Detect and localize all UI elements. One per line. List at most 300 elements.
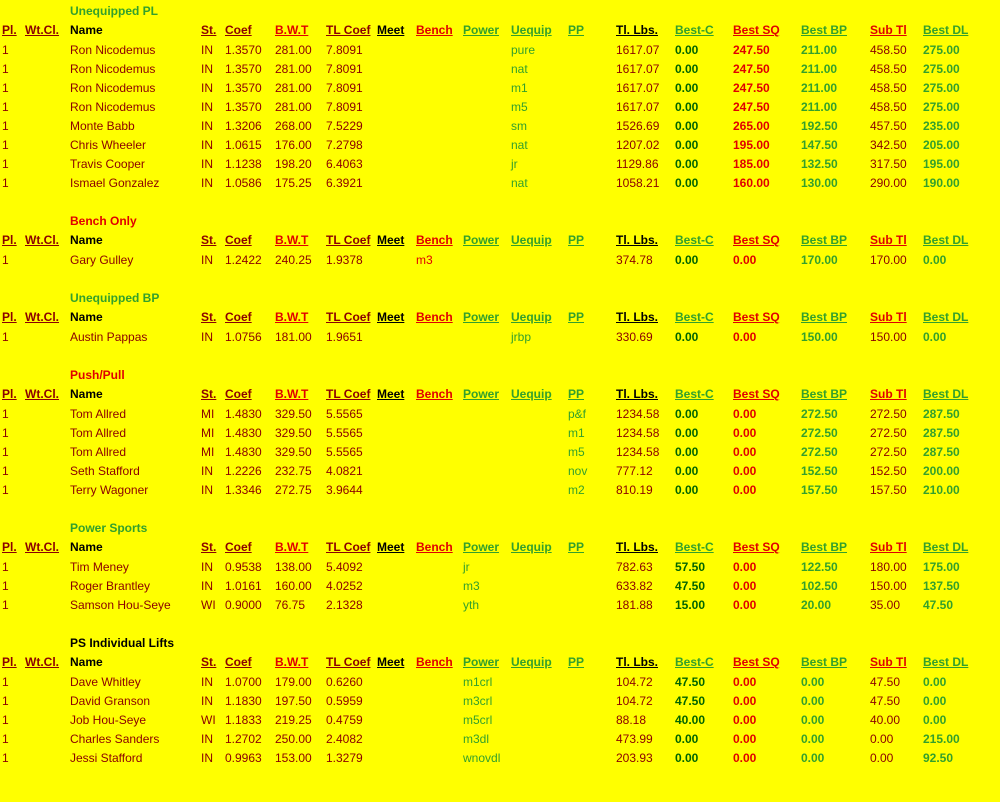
table-row [0, 673, 1000, 692]
cell-pl: 1 [2, 119, 9, 133]
cell-bestc: 0.00 [675, 100, 699, 114]
cell-tl: 374.78 [616, 253, 653, 267]
cell-name: Ismael Gonzalez [70, 176, 160, 190]
cell-bestsq: 0.00 [733, 426, 757, 440]
column-header-bestdl: Best DL [923, 233, 969, 247]
column-header-tl: Tl. Lbs. [616, 655, 658, 669]
column-header-bwt: B.W.T [275, 23, 309, 37]
column-header-st: St. [201, 233, 217, 247]
cell-bwt: 138.00 [275, 560, 312, 574]
header-row [0, 385, 1000, 404]
cell-coef: 1.1833 [225, 713, 262, 727]
cell-st: IN [201, 579, 213, 593]
column-header-tl: Tl. Lbs. [616, 540, 658, 554]
cell-division: m5 [568, 445, 585, 459]
cell-tlcoef: 1.9378 [326, 253, 363, 267]
cell-bestbp: 211.00 [801, 100, 838, 114]
cell-pl: 1 [2, 138, 9, 152]
cell-bwt: 232.75 [275, 464, 312, 478]
cell-division: m5 [511, 100, 528, 114]
cell-coef: 1.2226 [225, 464, 262, 478]
cell-name: Ron Nicodemus [70, 100, 156, 114]
cell-division: jr [463, 560, 470, 574]
cell-tl: 1617.07 [616, 81, 660, 95]
cell-bestdl: 275.00 [923, 100, 960, 114]
cell-coef: 0.9000 [225, 598, 262, 612]
column-header-wt: Wt.Cl. [25, 23, 59, 37]
column-header-wt: Wt.Cl. [25, 655, 59, 669]
cell-tl: 1207.02 [616, 138, 660, 152]
column-header-st: St. [201, 387, 217, 401]
cell-coef: 1.3206 [225, 119, 262, 133]
column-header-pl: Pl. [2, 655, 17, 669]
cell-pl: 1 [2, 675, 9, 689]
cell-tlcoef: 7.8091 [326, 81, 363, 95]
cell-bestsq: 265.00 [733, 119, 770, 133]
cell-bestbp: 211.00 [801, 81, 838, 95]
cell-bwt: 329.50 [275, 407, 312, 421]
cell-coef: 1.3570 [225, 81, 262, 95]
cell-bestbp: 272.50 [801, 426, 838, 440]
cell-subtl: 170.00 [870, 253, 907, 267]
column-header-bench: Bench [416, 233, 453, 247]
cell-subtl: 0.00 [870, 751, 894, 765]
cell-tlcoef: 7.5229 [326, 119, 363, 133]
column-header-bestdl: Best DL [923, 23, 969, 37]
column-header-bestdl: Best DL [923, 540, 969, 554]
column-header-wt: Wt.Cl. [25, 233, 59, 247]
cell-division: m3dl [463, 732, 490, 746]
cell-coef: 1.0586 [225, 176, 262, 190]
cell-bestc: 57.50 [675, 560, 706, 574]
cell-tlcoef: 5.5565 [326, 426, 363, 440]
cell-tl: 473.99 [616, 732, 653, 746]
cell-st: IN [201, 330, 213, 344]
cell-bestc: 0.00 [675, 253, 699, 267]
cell-bestdl: 275.00 [923, 81, 960, 95]
cell-st: IN [201, 157, 213, 171]
column-header-tl: Tl. Lbs. [616, 233, 658, 247]
table-row [0, 711, 1000, 730]
cell-st: IN [201, 732, 213, 746]
cell-coef: 1.2702 [225, 732, 262, 746]
column-header-power: Power [463, 655, 500, 669]
column-header-name: Name [70, 387, 103, 401]
column-header-pl: Pl. [2, 310, 17, 324]
cell-bestbp: 147.50 [801, 138, 838, 152]
column-header-power: Power [463, 23, 500, 37]
column-header-bestbp: Best BP [801, 655, 848, 669]
cell-subtl: 40.00 [870, 713, 901, 727]
cell-division: m3 [416, 253, 433, 267]
cell-name: Monte Babb [70, 119, 135, 133]
table-row [0, 136, 1000, 155]
cell-bestsq: 0.00 [733, 330, 757, 344]
column-header-pp: PP [568, 387, 585, 401]
cell-coef: 1.4830 [225, 445, 262, 459]
cell-division: m3crl [463, 694, 493, 708]
cell-name: Tom Allred [70, 407, 127, 421]
cell-name: Jessi Stafford [70, 751, 143, 765]
cell-tlcoef: 5.4092 [326, 560, 363, 574]
column-header-uequip: Uequip [511, 310, 552, 324]
table-row [0, 117, 1000, 136]
cell-bestc: 0.00 [675, 407, 699, 421]
cell-tlcoef: 1.3279 [326, 751, 363, 765]
column-header-st: St. [201, 23, 217, 37]
column-header-power: Power [463, 310, 500, 324]
table-row [0, 577, 1000, 596]
cell-division: nat [511, 138, 528, 152]
cell-bestsq: 0.00 [733, 445, 757, 459]
table-row [0, 749, 1000, 768]
cell-st: IN [201, 675, 213, 689]
cell-name: Austin Pappas [70, 330, 148, 344]
cell-pl: 1 [2, 62, 9, 76]
cell-tlcoef: 6.3921 [326, 176, 363, 190]
cell-st: IN [201, 81, 213, 95]
column-header-power: Power [463, 540, 500, 554]
cell-pl: 1 [2, 560, 9, 574]
cell-division: p&f [568, 407, 587, 421]
cell-bestdl: 287.50 [923, 407, 960, 421]
table-row [0, 328, 1000, 347]
cell-subtl: 157.50 [870, 483, 907, 497]
column-header-bench: Bench [416, 310, 453, 324]
column-header-tlcoef: TL Coef [326, 387, 371, 401]
table-row [0, 41, 1000, 60]
cell-tlcoef: 0.5959 [326, 694, 363, 708]
column-header-pp: PP [568, 655, 585, 669]
cell-bestbp: 272.50 [801, 407, 838, 421]
cell-pl: 1 [2, 330, 9, 344]
cell-bestsq: 0.00 [733, 751, 757, 765]
column-header-name: Name [70, 655, 103, 669]
column-header-bestsq: Best SQ [733, 540, 780, 554]
cell-subtl: 458.50 [870, 100, 907, 114]
cell-tl: 88.18 [616, 713, 647, 727]
cell-bwt: 160.00 [275, 579, 312, 593]
table-row [0, 443, 1000, 462]
cell-bwt: 250.00 [275, 732, 312, 746]
column-header-uequip: Uequip [511, 23, 552, 37]
cell-tlcoef: 0.4759 [326, 713, 363, 727]
cell-bestbp: 272.50 [801, 445, 838, 459]
cell-tlcoef: 7.8091 [326, 43, 363, 57]
column-header-bestc: Best-C [675, 655, 714, 669]
column-header-wt: Wt.Cl. [25, 540, 59, 554]
column-header-meet: Meet [377, 387, 405, 401]
column-header-bwt: B.W.T [275, 310, 309, 324]
cell-subtl: 458.50 [870, 43, 907, 57]
table-row [0, 60, 1000, 79]
cell-st: IN [201, 694, 213, 708]
cell-name: David Granson [70, 694, 151, 708]
cell-tl: 1617.07 [616, 62, 660, 76]
cell-st: IN [201, 43, 213, 57]
column-header-subtl: Sub Tl [870, 233, 907, 247]
cell-bestbp: 211.00 [801, 62, 838, 76]
cell-tlcoef: 5.5565 [326, 407, 363, 421]
cell-bestsq: 247.50 [733, 43, 770, 57]
column-header-uequip: Uequip [511, 233, 552, 247]
column-header-power: Power [463, 233, 500, 247]
column-header-tlcoef: TL Coef [326, 23, 371, 37]
cell-st: IN [201, 138, 213, 152]
table-row [0, 155, 1000, 174]
cell-bwt: 198.20 [275, 157, 312, 171]
table-row [0, 558, 1000, 577]
cell-bestdl: 215.00 [923, 732, 960, 746]
cell-tlcoef: 2.1328 [326, 598, 363, 612]
column-header-wt: Wt.Cl. [25, 310, 59, 324]
column-header-meet: Meet [377, 540, 405, 554]
column-header-bestdl: Best DL [923, 387, 969, 401]
cell-bestdl: 92.50 [923, 751, 954, 765]
cell-subtl: 272.50 [870, 426, 907, 440]
cell-coef: 1.2422 [225, 253, 262, 267]
cell-pl: 1 [2, 157, 9, 171]
cell-bwt: 329.50 [275, 426, 312, 440]
cell-tlcoef: 0.6260 [326, 675, 363, 689]
cell-bestc: 47.50 [675, 675, 706, 689]
cell-bwt: 175.25 [275, 176, 312, 190]
cell-bestbp: 192.50 [801, 119, 838, 133]
column-header-coef: Coef [225, 540, 252, 554]
cell-bestsq: 0.00 [733, 483, 757, 497]
column-header-tlcoef: TL Coef [326, 540, 371, 554]
column-header-bestdl: Best DL [923, 310, 969, 324]
cell-st: MI [201, 445, 215, 459]
cell-division: m1 [568, 426, 585, 440]
cell-coef: 1.3570 [225, 62, 262, 76]
header-row [0, 308, 1000, 327]
cell-coef: 1.3570 [225, 100, 262, 114]
column-header-pl: Pl. [2, 233, 17, 247]
cell-bestdl: 287.50 [923, 426, 960, 440]
column-header-meet: Meet [377, 23, 405, 37]
cell-st: IN [201, 100, 213, 114]
cell-coef: 1.0161 [225, 579, 262, 593]
cell-bestsq: 0.00 [733, 732, 757, 746]
cell-pl: 1 [2, 445, 9, 459]
section-title: Push/Pull [70, 368, 125, 382]
column-header-bestsq: Best SQ [733, 23, 780, 37]
cell-bestdl: 235.00 [923, 119, 960, 133]
cell-st: IN [201, 253, 213, 267]
cell-name: Chris Wheeler [70, 138, 147, 152]
table-row [0, 730, 1000, 749]
cell-bwt: 176.00 [275, 138, 312, 152]
table-row [0, 424, 1000, 443]
cell-division: jr [511, 157, 518, 171]
cell-st: WI [201, 598, 216, 612]
cell-tlcoef: 2.4082 [326, 732, 363, 746]
cell-bestc: 0.00 [675, 445, 699, 459]
column-header-meet: Meet [377, 310, 405, 324]
cell-name: Ron Nicodemus [70, 62, 156, 76]
cell-tl: 633.82 [616, 579, 653, 593]
cell-name: Samson Hou-Seye [70, 598, 171, 612]
cell-bestsq: 247.50 [733, 100, 770, 114]
cell-name: Terry Wagoner [70, 483, 149, 497]
cell-bestsq: 195.00 [733, 138, 770, 152]
column-header-coef: Coef [225, 233, 252, 247]
column-header-coef: Coef [225, 310, 252, 324]
cell-subtl: 0.00 [870, 732, 894, 746]
cell-tl: 1234.58 [616, 445, 660, 459]
column-header-bwt: B.W.T [275, 655, 309, 669]
column-header-pp: PP [568, 540, 585, 554]
cell-bestbp: 20.00 [801, 598, 832, 612]
cell-pl: 1 [2, 81, 9, 95]
cell-bestc: 0.00 [675, 119, 699, 133]
cell-bwt: 329.50 [275, 445, 312, 459]
column-header-coef: Coef [225, 655, 252, 669]
column-header-bestbp: Best BP [801, 310, 848, 324]
cell-bwt: 197.50 [275, 694, 312, 708]
cell-tl: 782.63 [616, 560, 653, 574]
column-header-uequip: Uequip [511, 540, 552, 554]
cell-name: Tom Allred [70, 445, 127, 459]
cell-bestc: 47.50 [675, 579, 706, 593]
cell-pl: 1 [2, 694, 9, 708]
cell-bestsq: 0.00 [733, 579, 757, 593]
cell-st: MI [201, 426, 215, 440]
cell-bestsq: 0.00 [733, 598, 757, 612]
cell-division: nat [511, 62, 528, 76]
cell-bestc: 15.00 [675, 598, 706, 612]
column-header-tlcoef: TL Coef [326, 310, 371, 324]
cell-coef: 1.1830 [225, 694, 262, 708]
cell-division: m1 [511, 81, 528, 95]
section-title: Unequipped BP [70, 291, 160, 305]
cell-name: Gary Gulley [70, 253, 134, 267]
cell-bestc: 0.00 [675, 464, 699, 478]
cell-bestc: 0.00 [675, 330, 699, 344]
cell-tlcoef: 1.9651 [326, 330, 363, 344]
cell-bwt: 268.00 [275, 119, 312, 133]
cell-bestc: 40.00 [675, 713, 706, 727]
cell-name: Roger Brantley [70, 579, 151, 593]
cell-bestsq: 0.00 [733, 407, 757, 421]
column-header-bench: Bench [416, 23, 453, 37]
column-header-bestsq: Best SQ [733, 233, 780, 247]
cell-bestc: 0.00 [675, 138, 699, 152]
column-header-subtl: Sub Tl [870, 387, 907, 401]
cell-division: jrbp [511, 330, 532, 344]
cell-division: m3 [463, 579, 480, 593]
table-row [0, 462, 1000, 481]
cell-tl: 777.12 [616, 464, 653, 478]
column-header-pp: PP [568, 23, 585, 37]
cell-tl: 1234.58 [616, 407, 660, 421]
cell-bwt: 281.00 [275, 62, 312, 76]
cell-bestdl: 137.50 [923, 579, 960, 593]
cell-bestsq: 0.00 [733, 713, 757, 727]
cell-bestbp: 211.00 [801, 43, 838, 57]
column-header-st: St. [201, 540, 217, 554]
cell-bestsq: 0.00 [733, 464, 757, 478]
cell-tl: 1129.86 [616, 157, 659, 171]
cell-tl: 810.19 [616, 483, 653, 497]
header-row [0, 21, 1000, 40]
column-header-name: Name [70, 23, 103, 37]
column-header-pl: Pl. [2, 540, 17, 554]
column-header-wt: Wt.Cl. [25, 387, 59, 401]
column-header-name: Name [70, 233, 103, 247]
cell-bwt: 153.00 [275, 751, 312, 765]
cell-bestsq: 185.00 [733, 157, 770, 171]
column-header-meet: Meet [377, 655, 405, 669]
cell-bwt: 179.00 [275, 675, 312, 689]
cell-name: Dave Whitley [70, 675, 141, 689]
cell-bestdl: 200.00 [923, 464, 960, 478]
cell-bestbp: 0.00 [801, 675, 825, 689]
cell-pl: 1 [2, 253, 9, 267]
cell-bestdl: 47.50 [923, 598, 954, 612]
cell-bwt: 181.00 [275, 330, 312, 344]
cell-bestc: 0.00 [675, 81, 699, 95]
cell-coef: 0.9963 [225, 751, 262, 765]
cell-bestc: 0.00 [675, 732, 699, 746]
cell-bestc: 0.00 [675, 483, 699, 497]
cell-bwt: 272.75 [275, 483, 312, 497]
cell-bestbp: 170.00 [801, 253, 838, 267]
cell-division: nat [511, 176, 528, 190]
cell-coef: 0.9538 [225, 560, 262, 574]
cell-pl: 1 [2, 464, 9, 478]
column-header-pp: PP [568, 233, 585, 247]
cell-name: Travis Cooper [70, 157, 145, 171]
cell-subtl: 152.50 [870, 464, 907, 478]
cell-bestdl: 175.00 [923, 560, 960, 574]
cell-tlcoef: 4.0252 [326, 579, 363, 593]
cell-coef: 1.0700 [225, 675, 262, 689]
cell-bestbp: 132.50 [801, 157, 838, 171]
column-header-bestsq: Best SQ [733, 310, 780, 324]
column-header-bwt: B.W.T [275, 233, 309, 247]
table-row [0, 251, 1000, 270]
column-header-bestc: Best-C [675, 310, 714, 324]
column-header-uequip: Uequip [511, 387, 552, 401]
column-header-bench: Bench [416, 655, 453, 669]
cell-bestc: 0.00 [675, 43, 699, 57]
column-header-tl: Tl. Lbs. [616, 23, 658, 37]
cell-bestc: 0.00 [675, 751, 699, 765]
cell-bestbp: 152.50 [801, 464, 838, 478]
cell-pl: 1 [2, 579, 9, 593]
cell-bestdl: 0.00 [923, 330, 947, 344]
cell-subtl: 47.50 [870, 675, 901, 689]
cell-bestc: 0.00 [675, 157, 699, 171]
cell-bestsq: 160.00 [733, 176, 770, 190]
cell-coef: 1.3570 [225, 43, 262, 57]
cell-bestdl: 275.00 [923, 62, 960, 76]
cell-division: m2 [568, 483, 585, 497]
cell-coef: 1.1238 [225, 157, 262, 171]
column-header-meet: Meet [377, 233, 405, 247]
cell-tlcoef: 7.8091 [326, 100, 363, 114]
cell-tl: 104.72 [616, 675, 653, 689]
cell-st: IN [201, 62, 213, 76]
cell-subtl: 150.00 [870, 330, 907, 344]
cell-subtl: 180.00 [870, 560, 907, 574]
cell-bestdl: 0.00 [923, 694, 947, 708]
cell-tl: 1617.07 [616, 100, 660, 114]
cell-division: sm [511, 119, 527, 133]
section-title: PS Individual Lifts [70, 636, 175, 650]
